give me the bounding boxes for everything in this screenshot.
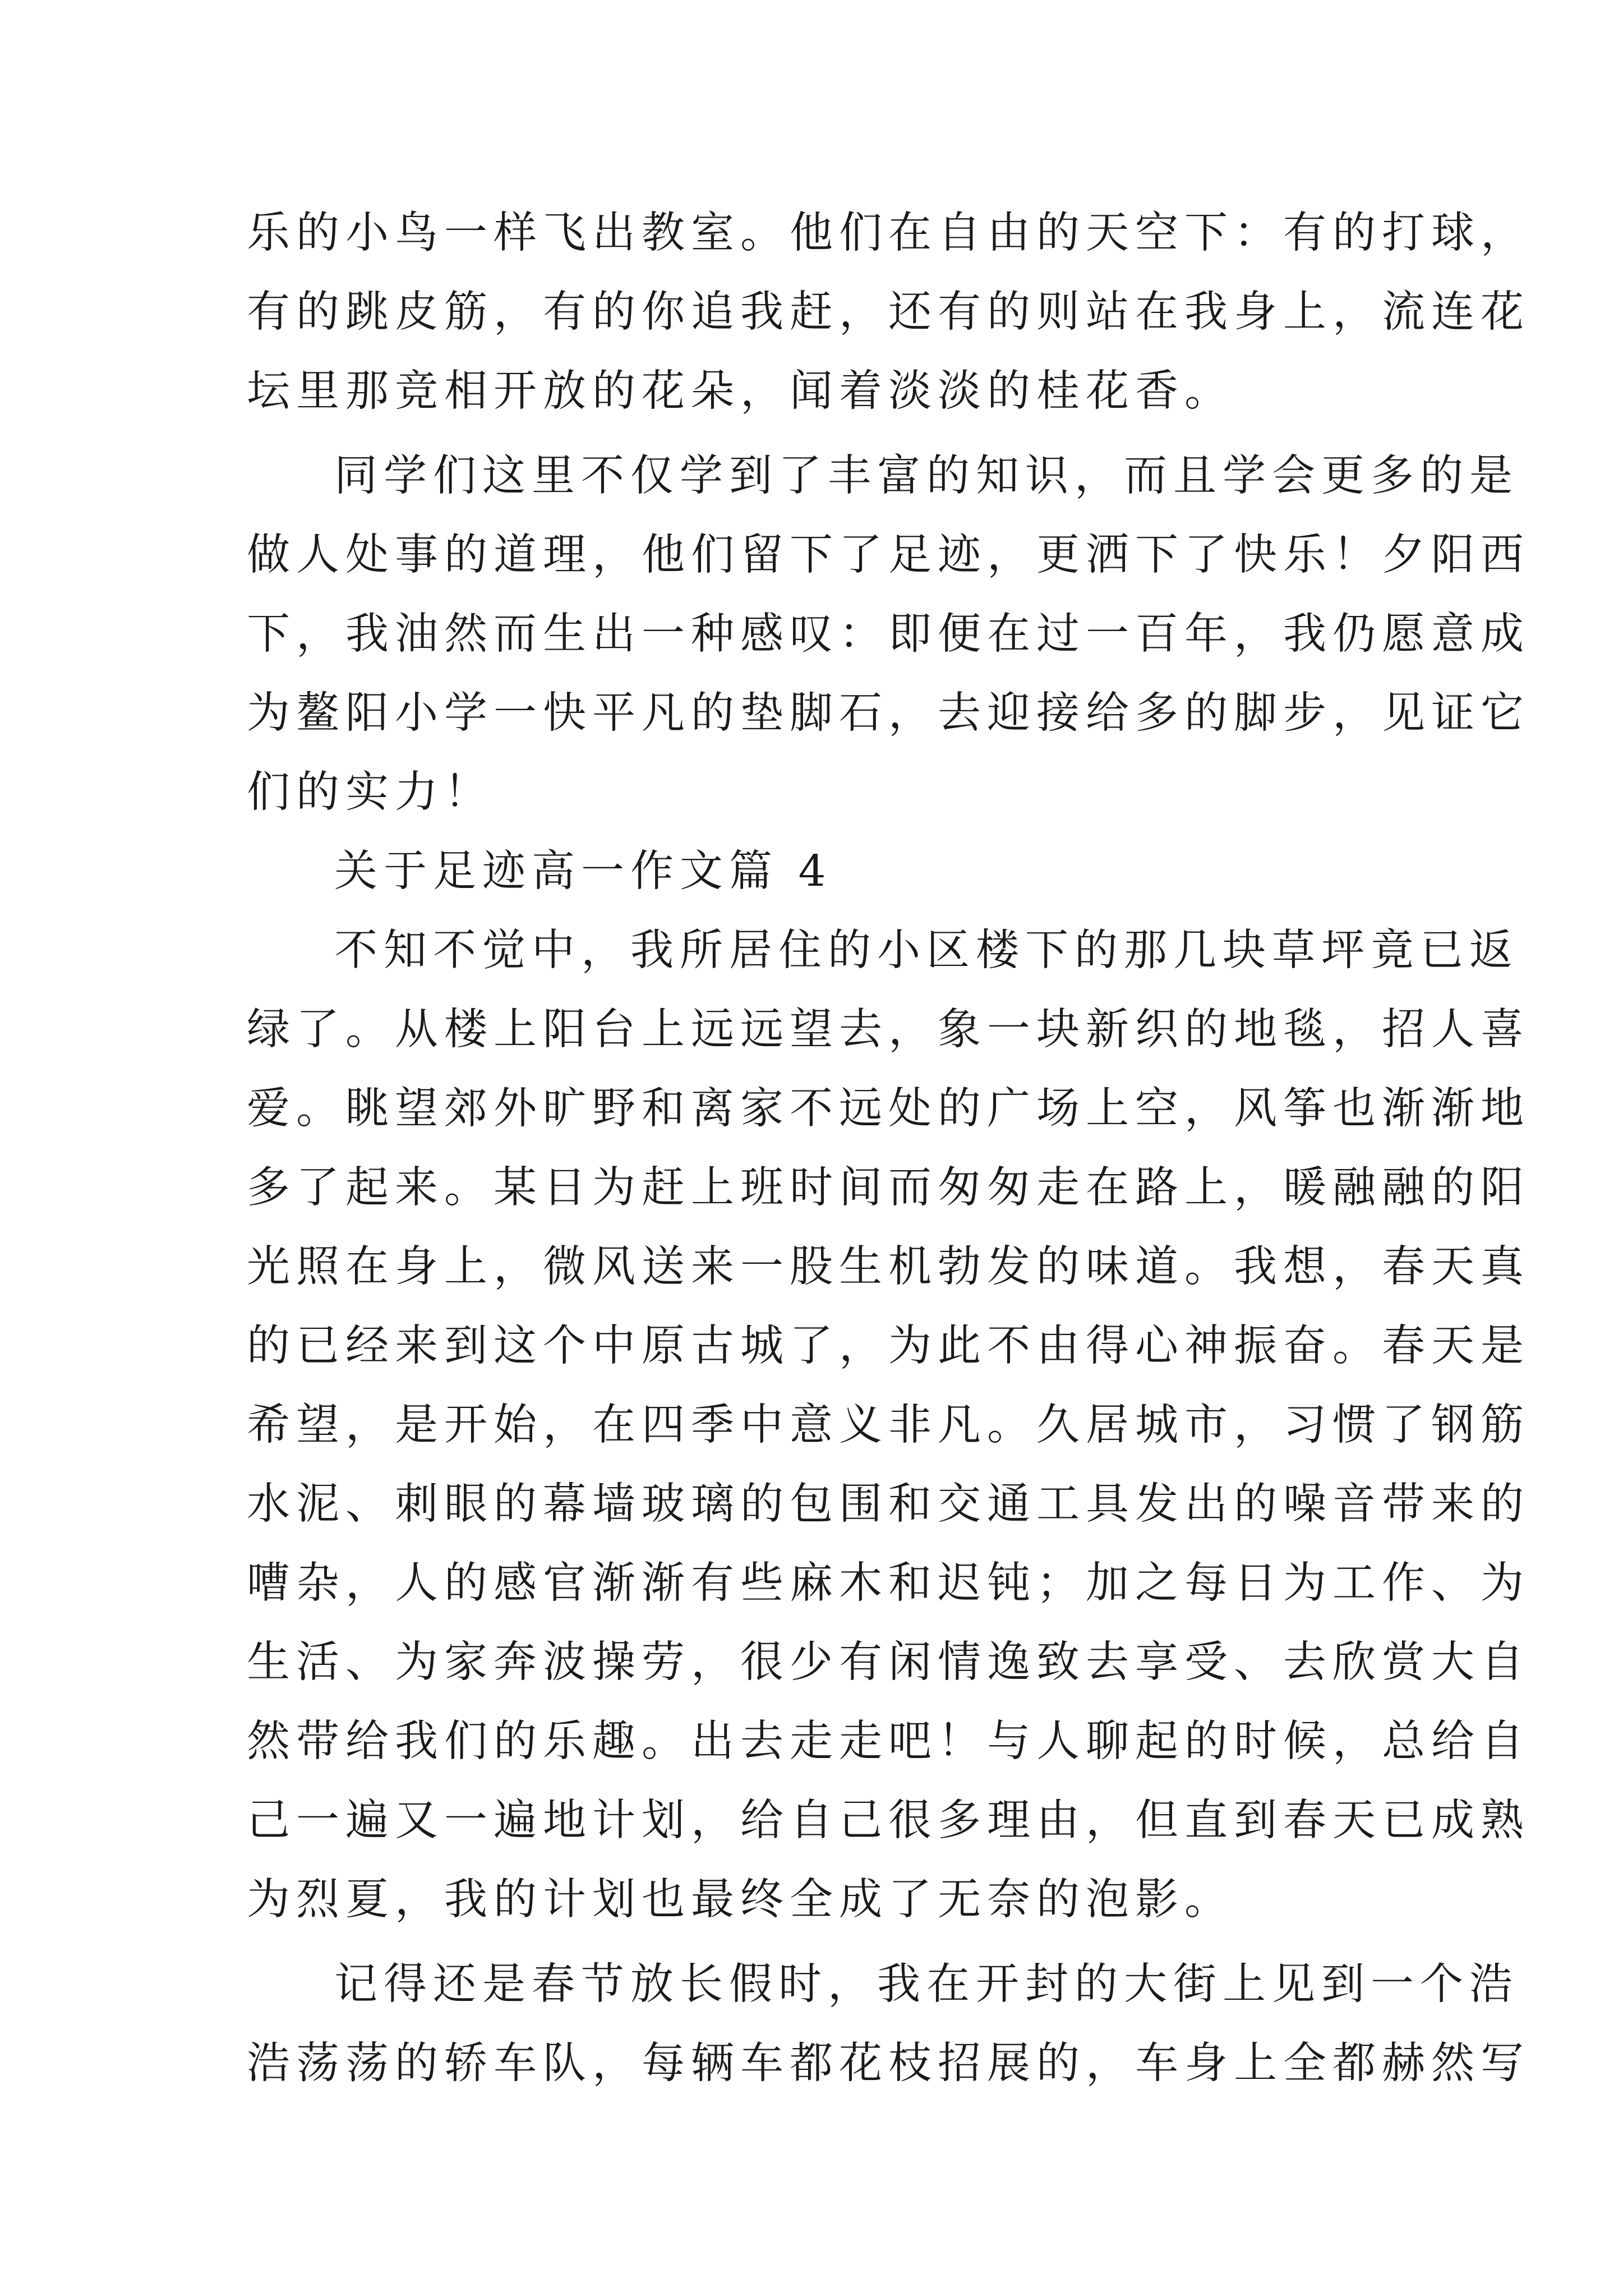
text-line: 己一遍又一遍地计划，给自己很多理由，但直到春天已成熟 [247,1796,1530,1846]
text-line: 不知不觉中，我所居住的小区楼下的那几块草坪竟已返 [334,926,1519,976]
paragraph-3 [247,911,1530,1939]
text-line: 希望，是开始，在四季中意义非凡。久居城市，习惯了钢筋 [247,1400,1530,1450]
text-line: 光照在身上，微风送来一股生机勃发的味道。我想，春天真 [247,1242,1530,1292]
text-line: 生活、为家奔波操劳，很少有闲情逸致去享受、去欣赏大自 [247,1637,1530,1687]
text-line: 坛里那竞相开放的花朵，闻着淡淡的桂花香。 [247,366,1234,416]
paragraph-1 [247,194,1530,431]
text-line: 为烈夏，我的计划也最终全成了无奈的泡影。 [247,1875,1234,1925]
section-heading-block [247,832,1391,911]
text-line: 下，我油然而生出一种感叹：即便在过一百年，我仍愿意成 [247,609,1530,659]
text-line: 多了起来。某日为赶上班时间而匆匆走在路上，暖融融的阳 [247,1163,1530,1213]
text-line: 乐的小鸟一样飞出教室。他们在自由的天空下：有的打球， [247,208,1530,258]
text-line: 绿了。从楼上阳台上远远望去，象一块新织的地毯，招人喜 [247,1005,1530,1055]
text-line: 做人处事的道理，他们留下了足迹，更洒下了快乐！夕阳西 [247,530,1530,580]
text-line: 然带给我们的乐趣。出去走走吧！与人聊起的时候，总给自 [247,1717,1530,1766]
text-line: 同学们这里不仅学到了丰富的知识，而且学会更多的是 [334,451,1519,501]
text-line: 记得还是春节放长假时，我在开封的大街上见到一个浩 [334,1959,1519,2009]
text-line: 水泥、刺眼的幕墙玻璃的包围和交通工具发出的噪音带来的 [247,1479,1530,1529]
text-line: 们的实力！ [247,767,494,817]
text-line: 浩荡荡的轿车队，每辆车都花枝招展的，车身上全都赫然写 [247,2039,1530,2088]
text-line: 爱。眺望郊外旷野和离家不远处的广场上空，风筝也渐渐地 [247,1084,1530,1134]
text-line: 有的跳皮筋，有的你追我赶，还有的则站在我身上，流连花 [247,287,1530,337]
paragraph-4 [247,1945,1530,2103]
text-line: 的已经来到这个中原古城了，为此不由得心神振奋。春天是 [247,1321,1530,1371]
document-body [247,194,1530,2103]
text-line: 嘈杂，人的感官渐渐有些麻木和迟钝；加之每日为工作、为 [247,1558,1530,1608]
text-line: 为鳌阳小学一快平凡的垫脚石，去迎接给多的脚步，见证它 [247,688,1530,738]
section-heading: 关于足迹高一作文篇 4 [334,846,832,896]
paragraph-2 [247,436,1530,832]
